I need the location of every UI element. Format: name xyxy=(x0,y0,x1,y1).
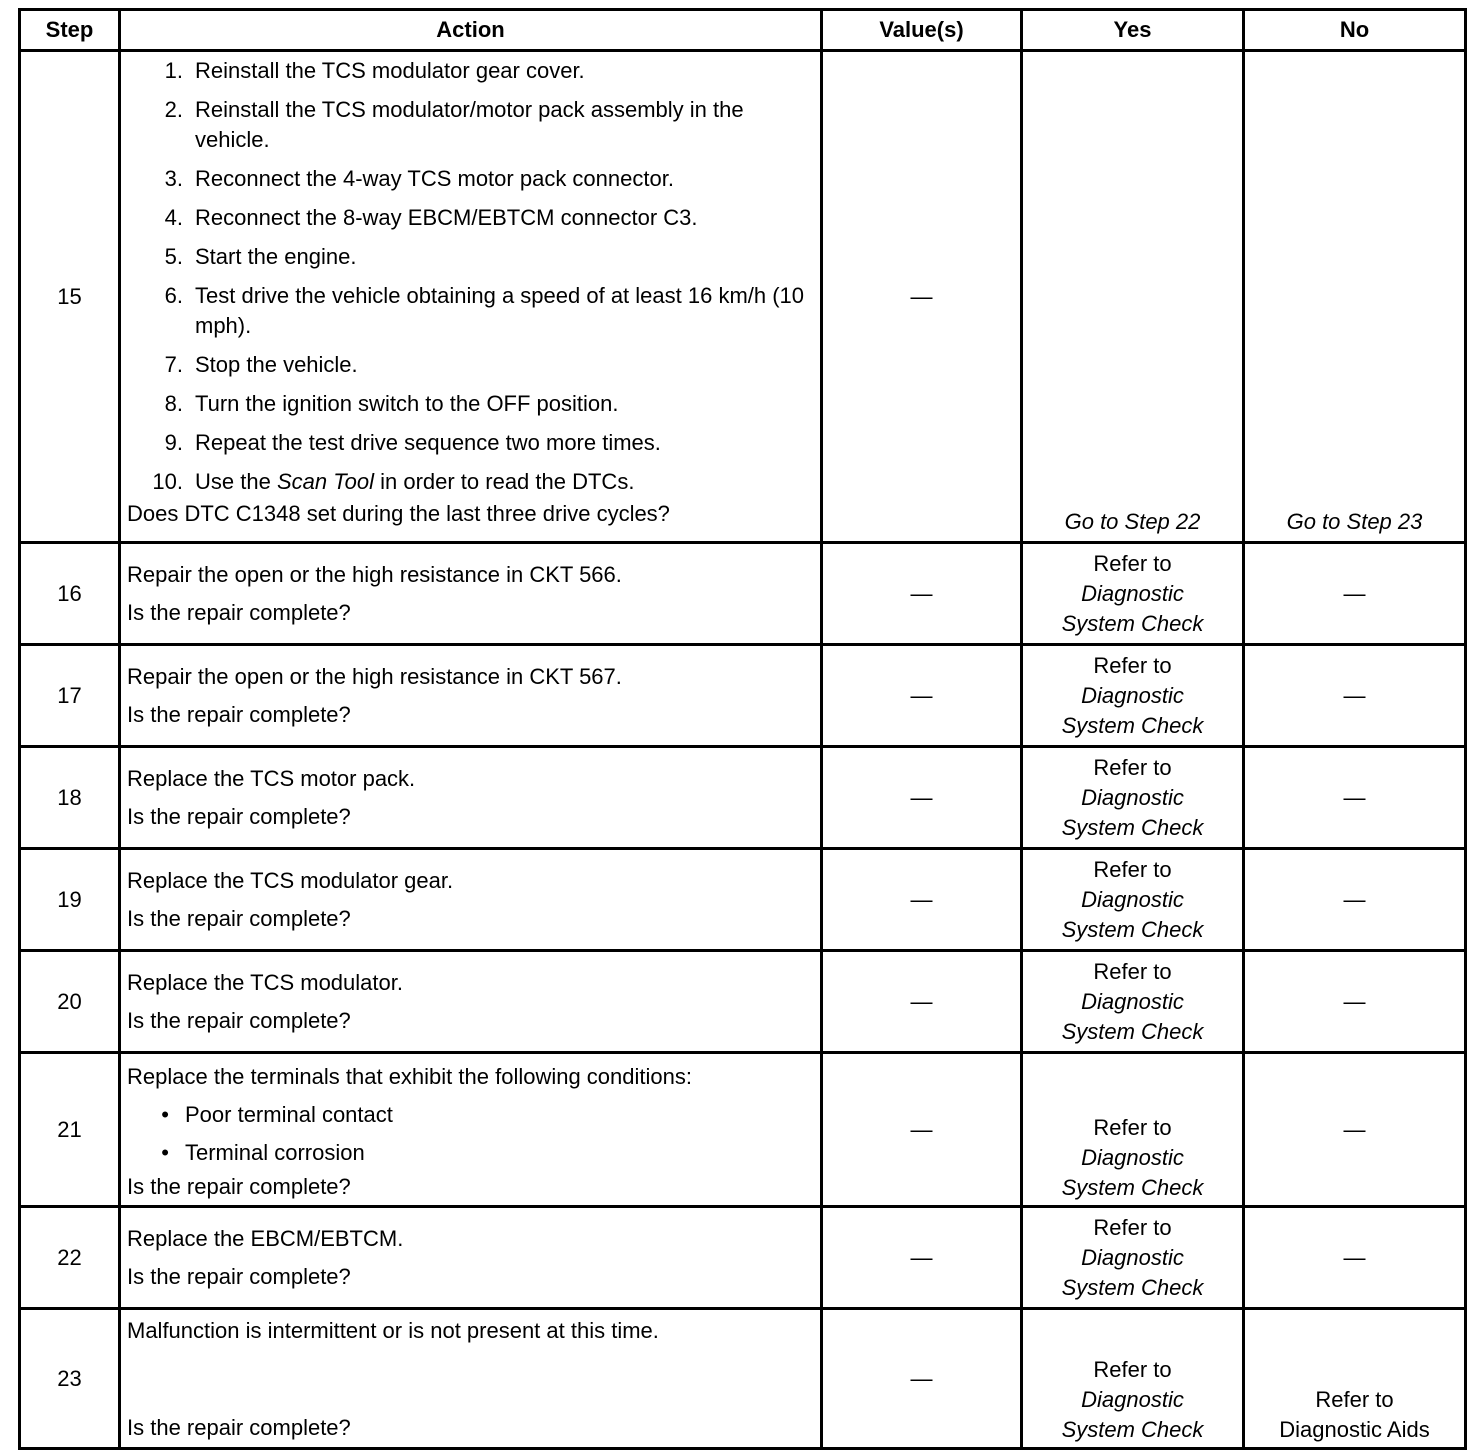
value-cell: — xyxy=(822,1309,1022,1449)
header-step: Step xyxy=(20,10,120,51)
step-question: Does DTC C1348 set during the last three drive cycles? xyxy=(127,501,670,526)
yes-cell: Refer to Diagnostic System Check xyxy=(1022,1207,1244,1309)
action-text: Repair the open or the high resistance in CKT 567. xyxy=(127,663,622,689)
action-cell xyxy=(120,1207,822,1309)
value-cell: — xyxy=(822,951,1022,1053)
table-row xyxy=(20,1207,1466,1309)
list-item: • Terminal corrosion xyxy=(161,1139,365,1165)
yes-cell: Refer to Diagnostic System Check xyxy=(1022,543,1244,645)
action-text: Replace the EBCM/EBTCM. xyxy=(127,1225,404,1251)
no-cell: — xyxy=(1244,543,1466,645)
step-question: Is the repair complete? xyxy=(127,803,351,829)
yes-cell: Go to Step 22 xyxy=(1022,51,1244,543)
step-number: 22 xyxy=(20,1207,120,1309)
no-cell: — xyxy=(1244,1053,1466,1207)
scan-tool-term: Scan Tool xyxy=(276,469,374,494)
action-cell xyxy=(120,747,822,849)
list-item: 7. Stop the vehicle. xyxy=(164,352,358,377)
step-number: 18 xyxy=(20,747,120,849)
table-row xyxy=(20,747,1466,849)
header-yes: Yes xyxy=(1022,10,1244,51)
list-item: • Poor terminal contact xyxy=(161,1101,393,1127)
step-question: Is the repair complete? xyxy=(127,1263,351,1289)
no-cell: Go to Step 23 xyxy=(1244,51,1466,543)
step-number: 15 xyxy=(20,51,120,543)
no-cell: Refer to Diagnostic Aids xyxy=(1244,1309,1466,1449)
table-row xyxy=(20,1309,1466,1449)
step-question: Is the repair complete? xyxy=(127,599,351,625)
step-question: Is the repair complete? xyxy=(127,1415,351,1440)
yes-cell: Refer to Diagnostic System Check xyxy=(1022,747,1244,849)
no-cell: — xyxy=(1244,747,1466,849)
diagnostic-table xyxy=(18,8,1467,1450)
value-cell: — xyxy=(822,849,1022,951)
list-item: 4. Reconnect the 8-way EBCM/EBTCM connector C3. xyxy=(164,205,698,230)
action-cell xyxy=(120,849,822,951)
list-item: 10. Use the Scan Tool in order to read the DTCs. xyxy=(152,469,635,494)
action-cell xyxy=(120,1309,822,1449)
action-cell xyxy=(120,951,822,1053)
step-question: Is the repair complete? xyxy=(127,905,351,931)
yes-cell: Refer to Diagnostic System Check xyxy=(1022,645,1244,747)
step-number: 23 xyxy=(20,1309,120,1449)
list-item: 5. Start the engine. xyxy=(164,244,357,269)
list-item: 1. Reinstall the TCS modulator gear cover. xyxy=(164,58,585,83)
list-item: 6. Test drive the vehicle obtaining a speed of at least 16 km/h (10 mph). xyxy=(164,283,805,338)
list-item: 9. Repeat the test drive sequence two more times. xyxy=(164,430,661,455)
action-cell xyxy=(120,51,822,543)
header-action: Action xyxy=(120,10,822,51)
procedure-list xyxy=(127,56,812,497)
step-question: Is the repair complete? xyxy=(127,1007,351,1033)
list-item: 8. Turn the ignition switch to the OFF position. xyxy=(164,391,619,416)
action-cell xyxy=(120,1053,822,1207)
yes-cell: Refer to Diagnostic System Check xyxy=(1022,849,1244,951)
no-cell: — xyxy=(1244,645,1466,747)
step-number: 21 xyxy=(20,1053,120,1207)
table-row xyxy=(20,51,1466,543)
step-number: 16 xyxy=(20,543,120,645)
action-text: Malfunction is intermittent or is not present at this time. xyxy=(127,1318,659,1343)
action-cell xyxy=(120,543,822,645)
action-text: Replace the terminals that exhibit the following conditions: xyxy=(127,1063,692,1089)
step-number: 17 xyxy=(20,645,120,747)
table-row xyxy=(20,1053,1466,1207)
header-values: Value(s) xyxy=(822,10,1022,51)
action-cell xyxy=(120,645,822,747)
header-no: No xyxy=(1244,10,1466,51)
table-row xyxy=(20,543,1466,645)
step-number: 20 xyxy=(20,951,120,1053)
header-row xyxy=(20,10,1466,51)
yes-cell: Refer to Diagnostic System Check xyxy=(1022,951,1244,1053)
table-row xyxy=(20,645,1466,747)
no-cell: — xyxy=(1244,951,1466,1053)
yes-cell: Refer to Diagnostic System Check xyxy=(1022,1053,1244,1207)
step-question: Is the repair complete? xyxy=(127,1173,351,1199)
condition-list xyxy=(127,1096,812,1172)
table-row xyxy=(20,951,1466,1053)
list-item: 2. Reinstall the TCS modulator/motor pack assembly in the vehicle. xyxy=(164,97,744,152)
value-cell: — xyxy=(822,1053,1022,1207)
list-item: 3. Reconnect the 4-way TCS motor pack connector. xyxy=(164,166,674,191)
table-row xyxy=(20,849,1466,951)
no-cell: — xyxy=(1244,1207,1466,1309)
value-cell: — xyxy=(822,51,1022,543)
value-cell: — xyxy=(822,645,1022,747)
step-number: 19 xyxy=(20,849,120,951)
value-cell: — xyxy=(822,1207,1022,1309)
no-cell: — xyxy=(1244,849,1466,951)
value-cell: — xyxy=(822,543,1022,645)
value-cell: — xyxy=(822,747,1022,849)
action-text: Replace the TCS motor pack. xyxy=(127,765,416,791)
action-text: Replace the TCS modulator. xyxy=(127,969,403,995)
yes-cell: Refer to Diagnostic System Check xyxy=(1022,1309,1244,1449)
action-text: Repair the open or the high resistance in CKT 566. xyxy=(127,561,622,587)
step-question: Is the repair complete? xyxy=(127,701,351,727)
action-text: Replace the TCS modulator gear. xyxy=(127,867,454,893)
